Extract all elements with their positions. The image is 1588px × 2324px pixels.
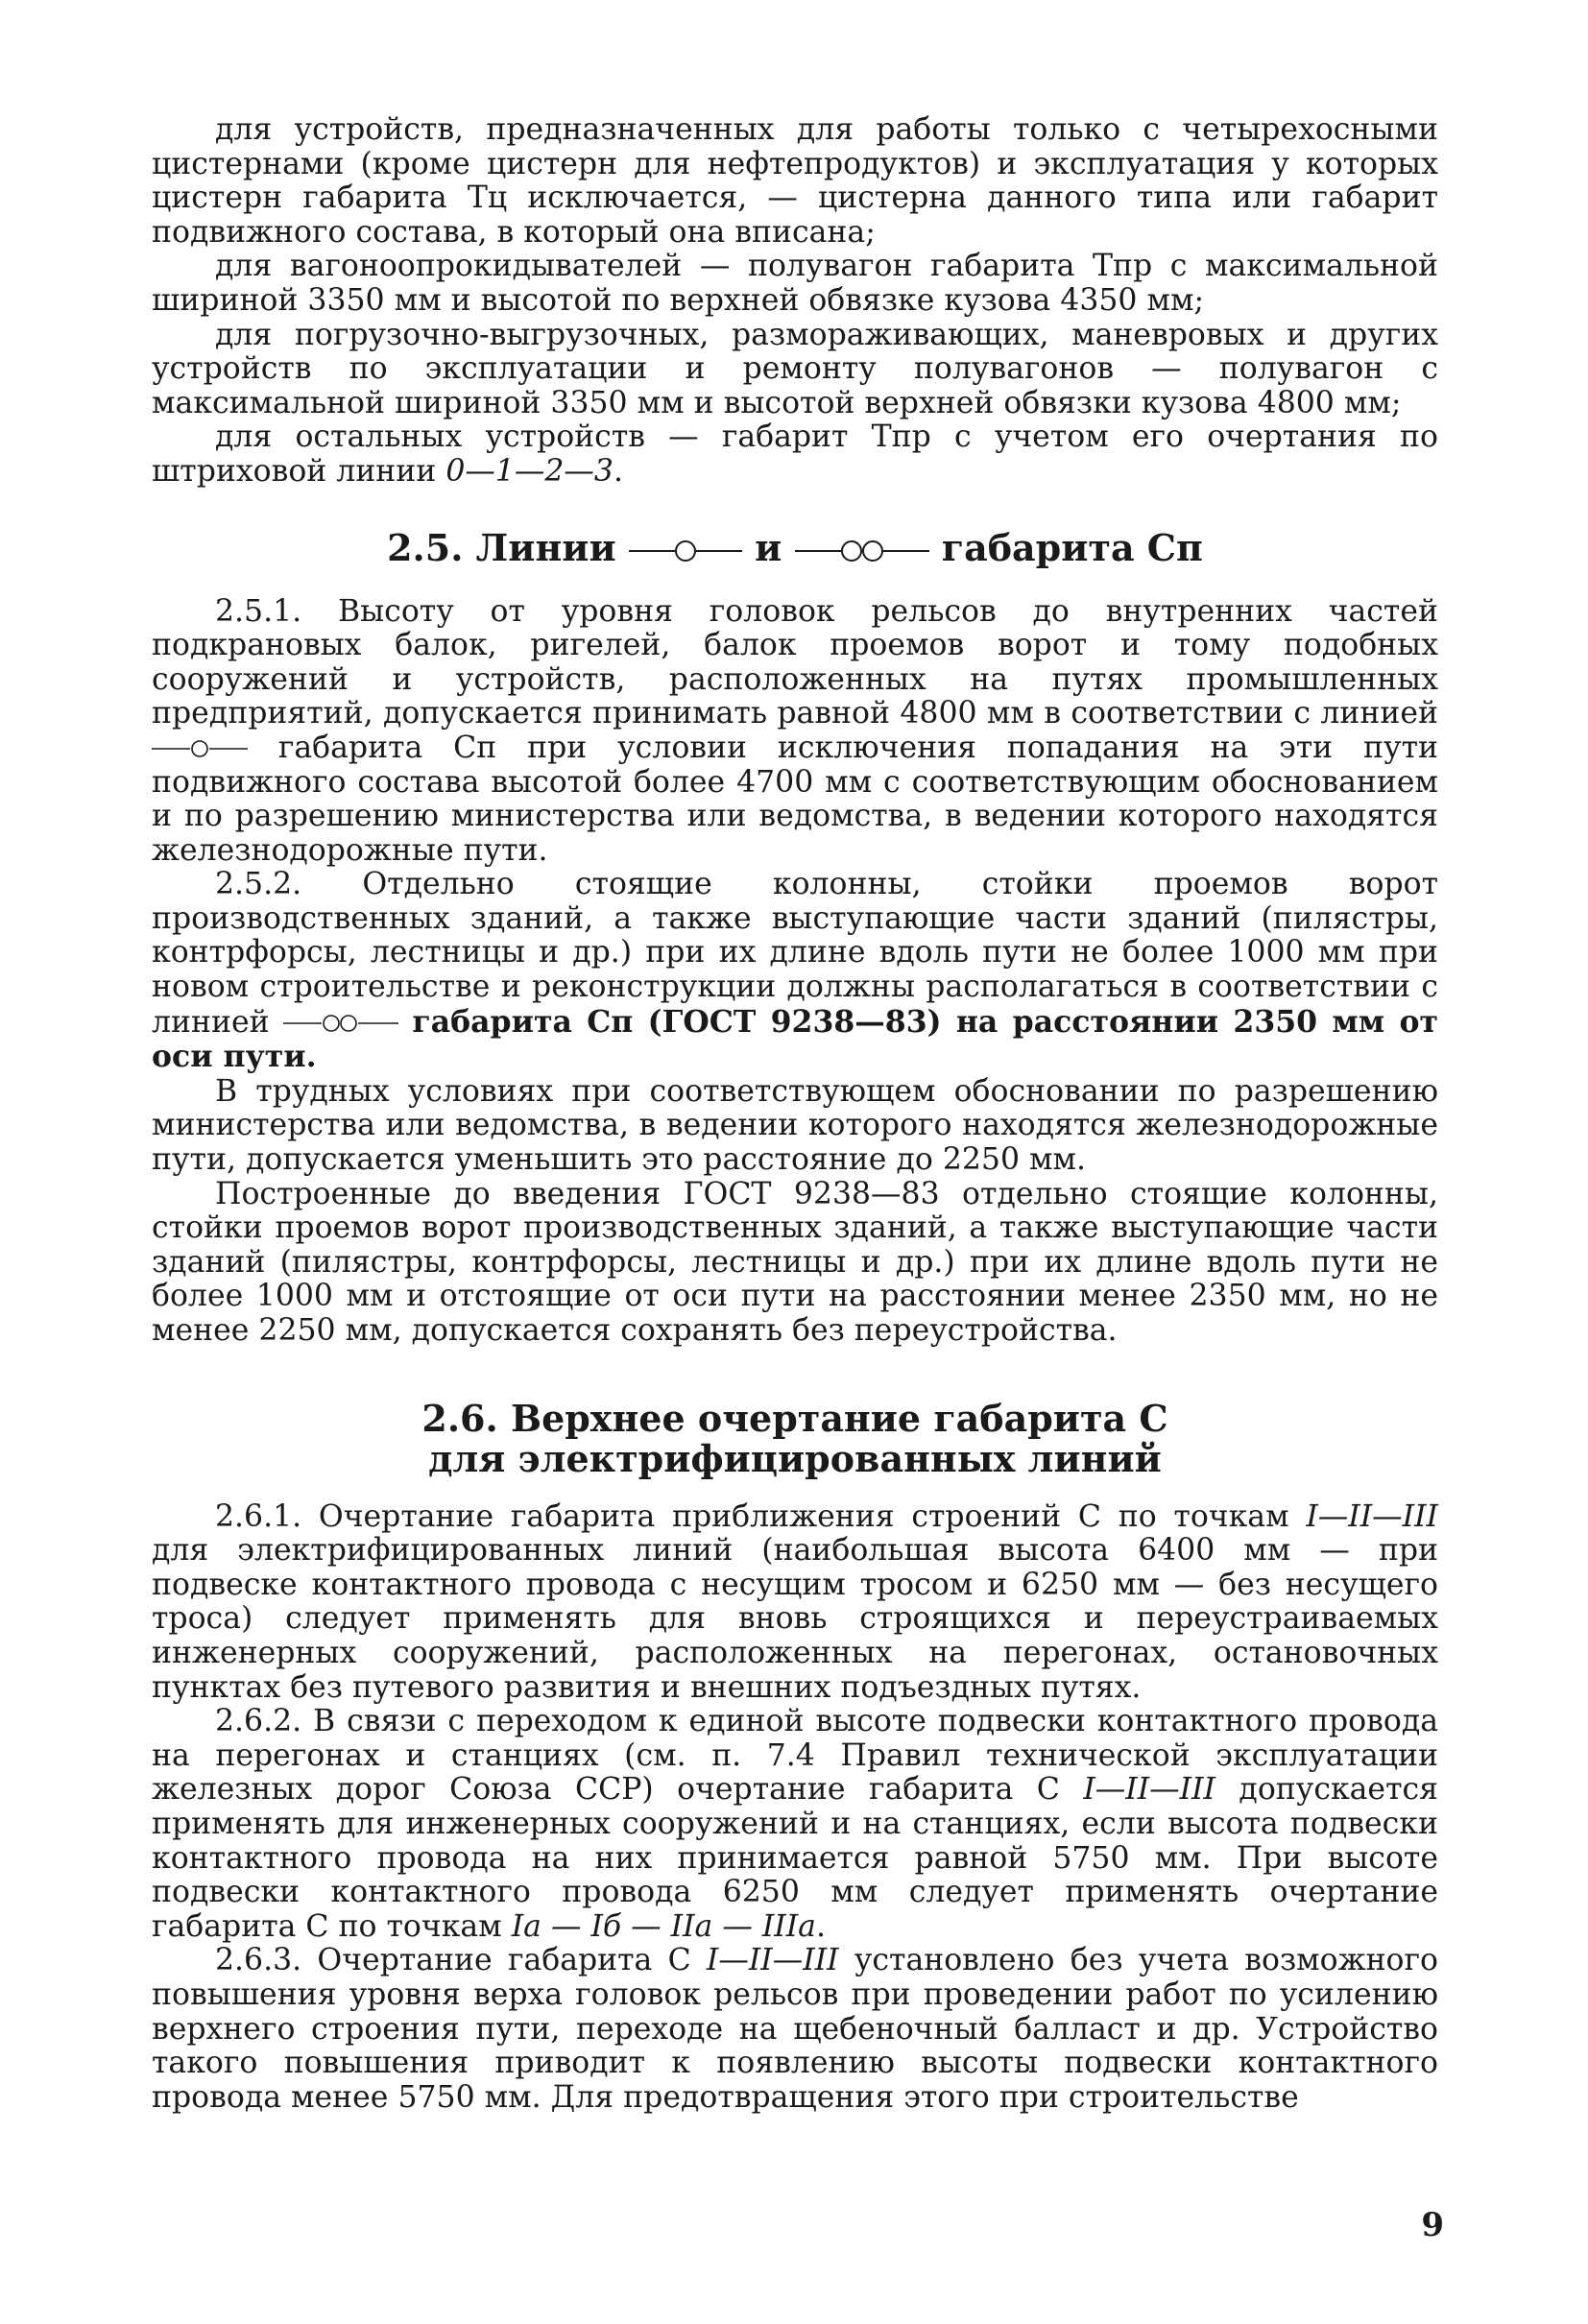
text: установлено без учета возможного повышения уровня верха головок рельсов при проведении работ по усилению верхнего строения пути, переходе на щебеночный балласт и др. Устройство такого повышения приводит к появлению высоты подвески контактного провода менее 5750 мм. Для предотвращения этого при строительстве <box>152 1943 1438 2115</box>
text: 2.5.2. Отдельно стоящие колонны, стойки проемов ворот производственных зданий, а также выступающие части зданий (пилястры, контрфорсы, лестницы и др.) при их длине вдоль пути не более 1000 мм при новом строительстве и реконструкции должны располагаться в соответствии с линией <box>152 867 1438 1040</box>
paragraph-2-6-1 <box>152 1500 1438 1706</box>
paragraph-tippers: для вагоноопрокидывателей — полувагон габарита Тпр с максимальной шириной 3350 мм и высотой по верхней обвязке кузова 4350 мм; <box>152 249 1438 318</box>
page-number: 9 <box>1421 2206 1444 2244</box>
heading-line: для электрифицированных линий <box>428 1436 1162 1480</box>
italic-points: I—II—III <box>706 1943 839 1978</box>
paragraph-2-6-3 <box>152 1944 1438 2115</box>
text: . <box>815 1908 826 1944</box>
paragraph-loading-devices: для погрузочно-выгрузочных, размораживающих, маневровых и других устройств по эксплуатации и ремонту полувагонов — полувагон с максимальной шириной 3350 мм и высотой верхней обвязки кузова 4800 мм; <box>152 317 1438 420</box>
paragraph-2-5-1 <box>152 595 1438 869</box>
italic-points: Iа — Iб — IIа — IIIа <box>511 1908 816 1944</box>
line-single-circle-symbol <box>629 539 742 563</box>
text: 2.6.2. В связи с переходом к единой высоте подвески контактного провода на перегонах и станциях (см. п. 7.4 Правил технической эксплуатации железных дорог Союза ССР) очертание габарита С <box>152 1704 1438 1808</box>
heading-part: и <box>755 525 782 569</box>
italic-points: I—II—III <box>1306 1498 1438 1534</box>
section-heading-2-5 <box>152 525 1438 569</box>
heading-part: габарита Сп <box>941 525 1203 569</box>
text: для электрифицированных линий (наибольшая высота 6400 мм — при подвеске контактного провода с несущим тросом и 6250 мм — без несущего троса) следует применять для вновь строящихся и переустраиваемых инженерных сооружений, расположенных на перегонах, остановочных пунктах без путевого развития и внешних подъездных путях. <box>152 1533 1438 1705</box>
heading-line: 2.6. Верхнее очертание габарита С <box>421 1396 1168 1440</box>
bold-text: габарита Сп (ГОСТ 9238—83) на расстоянии 2350 мм от оси пути. <box>152 1003 1439 1075</box>
text: 2.6.3. Очертание габарита С <box>215 1943 707 1978</box>
text: 2.5.1. Высоту от уровня головок рельсов до внутренних частей подкрановых балок, ригелей, балок проемов ворот и тому подобных сооружений и устройств, расположенных на путях промышленных предприятий, допускается принимать равной 4800 мм в соответствии с линией <box>152 593 1438 731</box>
line-single-circle-symbol <box>152 738 248 759</box>
text: допускается применять для инженерных сооружений и на станциях, если высота подвески контактного провода на них принимается равной 5750 мм. При высоте подвески контактного провода 6250 мм следует применять очертание габарита С по точкам <box>152 1772 1439 1944</box>
text: 2.6.1. Очертание габарита приближения строений С по точкам <box>215 1498 1307 1534</box>
text: . <box>613 453 623 489</box>
paragraph-2-6-2 <box>152 1705 1438 1944</box>
text: габарита Сп при условии исключения попадания на эти пути подвижного состава высотой более 4700 мм с соответствующим обоснованием и по разрешению министерства или ведомства, в ведении которого находятся железнодорожные пути. <box>152 730 1438 868</box>
italic-points: 0—1—2—3 <box>445 453 614 489</box>
paragraph-cisterns: для устройств, предназначенных для работы только с четырехосными цистернами (кроме цистерн для нефтепродуктов) и эксплуатация у которых цистерн габарита Тц исключается, — цистерна данного типа или габарит подвижного состава, в который она вписана; <box>152 112 1438 250</box>
document-page <box>152 113 1438 2115</box>
paragraph-2-5-2 <box>152 868 1438 1075</box>
text: для остальных устройств — габарит Тпр с учетом его очертания по штриховой линии <box>152 419 1438 489</box>
heading-part: 2.5. Линии <box>387 525 616 569</box>
section-heading-2-6 <box>152 1396 1438 1480</box>
paragraph-difficult-conditions: В трудных условиях при соответствующем обосновании по разрешению министерства или ведомства, в ведении которого находятся железнодорожные пути, допускается уменьшить это расстояние до 2250 мм. <box>152 1073 1438 1178</box>
line-double-circle-symbol <box>795 539 929 563</box>
line-double-circle-symbol <box>283 1013 398 1034</box>
paragraph-other-devices <box>152 420 1438 489</box>
italic-points: I—II—III <box>1083 1772 1215 1808</box>
paragraph-existing-columns: Построенные до введения ГОСТ 9238—83 отдельно стоящие колонны, стойки проемов ворот производственных зданий, а также выступающие части зданий (пилястры, контрфорсы, лестницы и др.) при их длине вдоль пути не более 1000 мм и отстоящие от оси пути на расстоянии менее 2350 мм, но не менее 2250 мм, допускается сохранять без переустройства. <box>152 1176 1438 1348</box>
